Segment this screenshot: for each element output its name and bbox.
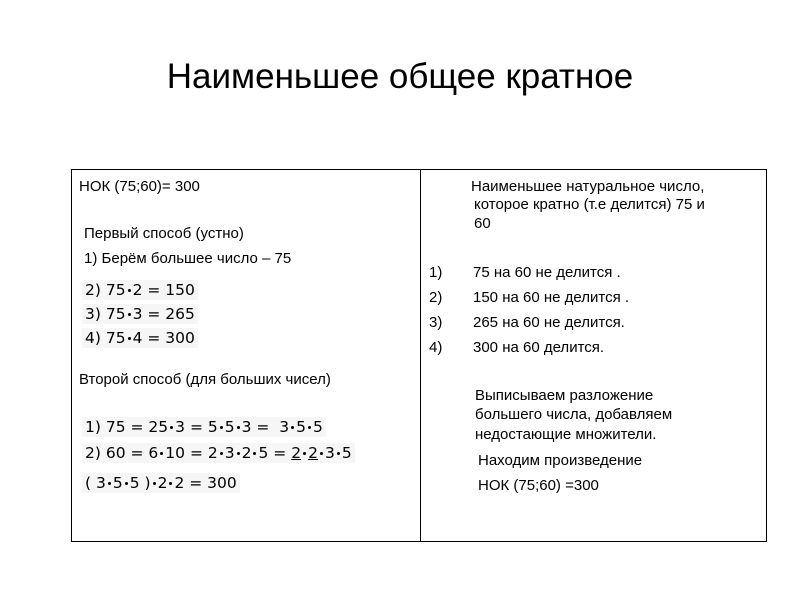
definition-line-2: которое кратно (т.е делится) 75 и: [474, 196, 705, 213]
definition-line-3: 60: [474, 215, 491, 232]
check-item-2: 2) 150 на 60 не делится .: [429, 289, 630, 306]
underlined-factors: 2 2: [291, 444, 318, 462]
nok-result: НОК (75;60) =300: [478, 477, 599, 494]
explanation-line-3: недостающие множители.: [475, 426, 657, 443]
explanation-line-2: большего числа, добавляем: [475, 406, 673, 423]
method2-line1: 1) 75 = 25 3 = 5 5 3 = 3 5 5: [82, 417, 326, 437]
method2-line2: 2) 60 = 6 10 = 2 3 2 5 = 2 2 3 5: [82, 443, 355, 463]
definition-line-1: Наименьшее натуральное число,: [471, 178, 705, 195]
method1-title: Первый способ (устно): [84, 225, 244, 242]
method1-step3: 3) 75 3 = 265: [82, 304, 198, 324]
method2-line3: ( 3 5 5 ) 2 2 = 300: [82, 473, 240, 493]
method2-title: Второй способ (для больших чисел): [79, 371, 331, 388]
method1-step4: 4) 75 4 = 300: [82, 328, 198, 348]
page-title: Наименьшее общее кратное: [166, 57, 634, 96]
column-divider: [420, 170, 421, 541]
method1-step2: 2) 75 2 = 150: [82, 280, 198, 300]
check-item-4: 4) 300 на 60 делится.: [429, 339, 605, 356]
nok-line: НОК (75;60)= 300: [79, 178, 200, 195]
find-product-line: Находим произведение: [478, 452, 643, 469]
check-item-3: 3) 265 на 60 не делится.: [429, 314, 625, 331]
method1-step1: 1) Берём большее число – 75: [84, 250, 292, 267]
check-item-1: 1) 75 на 60 не делится .: [429, 264, 621, 281]
explanation-line-1: Выписываем разложение: [475, 387, 654, 404]
content-table: [71, 169, 767, 542]
